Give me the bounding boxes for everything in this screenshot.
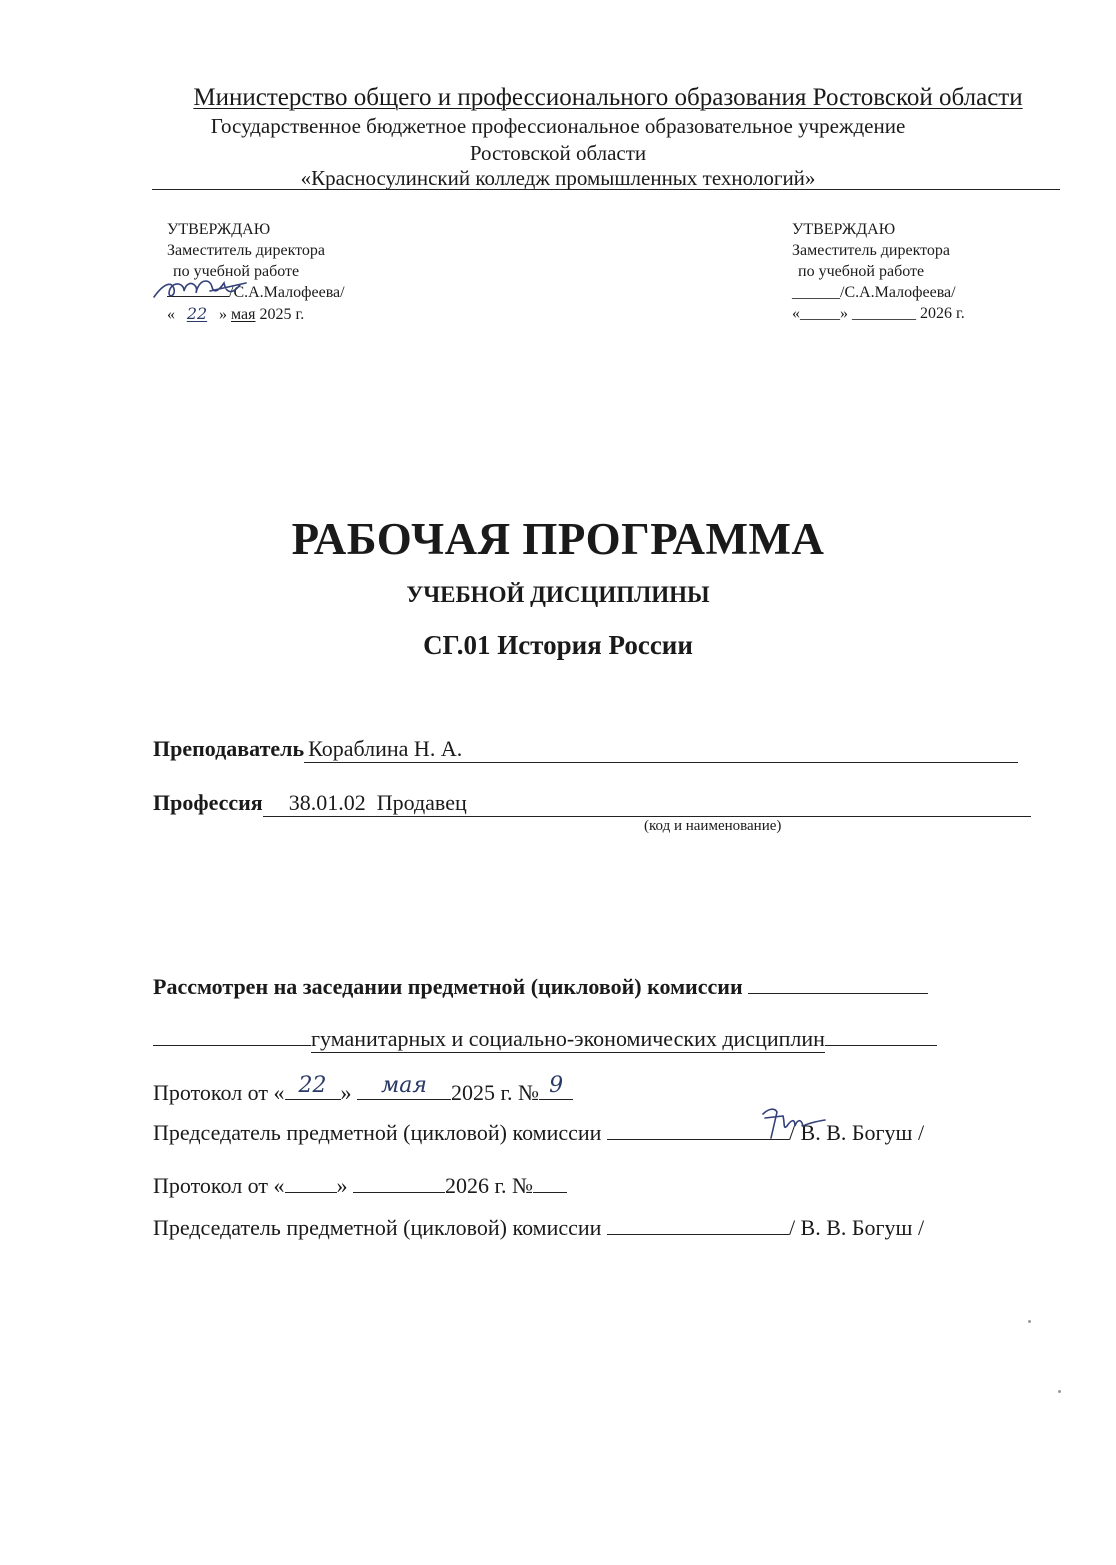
approval-position: Заместитель директора bbox=[792, 242, 951, 259]
commission-name-line bbox=[153, 1025, 937, 1053]
scan-speck bbox=[1028, 1320, 1031, 1323]
blank-line bbox=[748, 973, 928, 994]
institution-line-2: Ростовской области bbox=[469, 141, 647, 165]
approval-block-right bbox=[792, 219, 965, 324]
protocol-day bbox=[285, 1172, 337, 1193]
commission-considered: Рассмотрен на заседании предметной (цикловой) комиссии bbox=[153, 973, 928, 1000]
blank-line bbox=[153, 1025, 311, 1046]
teacher-value: Кораблина Н. А. bbox=[308, 736, 463, 761]
document-title: РАБОЧАЯ ПРОГРАММА bbox=[291, 514, 825, 564]
teacher-fill bbox=[304, 736, 1018, 763]
handwritten-signature bbox=[755, 1104, 835, 1144]
scan-speck bbox=[1058, 1390, 1061, 1393]
approval-month: мая bbox=[231, 306, 256, 323]
discipline-name: СГ.01 История России bbox=[423, 630, 693, 660]
chair-1: Председатель предметной (цикловой) комиссии / В. В. Богуш / bbox=[153, 1120, 925, 1145]
commission-name: гуманитарных и социально-экономических дисциплин bbox=[311, 1026, 825, 1051]
approval-signer-line: ______/С.А.Малофеева/ bbox=[792, 284, 956, 301]
profession-label: Профессия bbox=[153, 790, 263, 815]
chair-name: / В. В. Богуш / bbox=[788, 1120, 925, 1145]
approval-position: Заместитель директора bbox=[167, 242, 326, 259]
protocol-number: 9 bbox=[539, 1079, 573, 1100]
approval-signer: /С.А.Малофеева/ bbox=[229, 284, 345, 301]
approval-position-2: по учебной работе bbox=[798, 263, 925, 280]
blank-line bbox=[825, 1025, 937, 1046]
institution-line-1: Государственное бюджетное профессиональное образовательное учреждение bbox=[210, 114, 906, 138]
protocol-1: Протокол от « 22 » мая 2025 г. № 9 bbox=[153, 1079, 573, 1106]
header-divider bbox=[152, 189, 1060, 190]
ministry-name: Министерство общего и профессионального образования Ростовской области bbox=[193, 84, 1023, 111]
approval-position-2: по учебной работе bbox=[173, 263, 300, 280]
protocol-month bbox=[353, 1172, 445, 1193]
approval-date: «_____» ________ 2026 г. bbox=[792, 305, 965, 322]
document-subtitle: УЧЕБНОЙ ДИСЦИПЛИНЫ bbox=[406, 582, 710, 607]
handwritten-signature bbox=[150, 273, 260, 307]
profession-fill bbox=[263, 790, 1031, 817]
teacher-field bbox=[153, 736, 1018, 763]
approval-year: 2025 г. bbox=[259, 306, 305, 323]
profession-caption: (код и наименование) bbox=[644, 818, 782, 834]
protocol-year: 2025 г. № bbox=[451, 1080, 540, 1105]
profession-value: 38.01.02 Продавец bbox=[288, 790, 467, 815]
protocol-day: 22 bbox=[285, 1079, 341, 1100]
protocol-number bbox=[533, 1172, 567, 1193]
teacher-label: Преподаватель bbox=[153, 736, 305, 761]
approval-date: « 22 » мая 2025 г. bbox=[167, 304, 305, 323]
profession-field bbox=[153, 790, 1031, 817]
approval-heading: УТВЕРЖДАЮ bbox=[792, 221, 896, 238]
institution-line-3: «Красносулинский колледж промышленных технологий» bbox=[300, 166, 816, 190]
chair-signature-line bbox=[607, 1214, 789, 1235]
protocol-2: Протокол от « » 2026 г. № bbox=[153, 1172, 567, 1199]
chair-2: Председатель предметной (цикловой) комиссии / В. В. Богуш / bbox=[153, 1215, 925, 1240]
approval-block-left bbox=[167, 219, 345, 325]
protocol-month: мая bbox=[357, 1079, 451, 1100]
protocol-year: 2026 г. № bbox=[445, 1173, 534, 1198]
handwritten-day: 22 bbox=[186, 304, 208, 323]
approval-heading: УТВЕРЖДАЮ bbox=[167, 221, 271, 238]
chair-name: / В. В. Богуш / bbox=[788, 1215, 925, 1240]
